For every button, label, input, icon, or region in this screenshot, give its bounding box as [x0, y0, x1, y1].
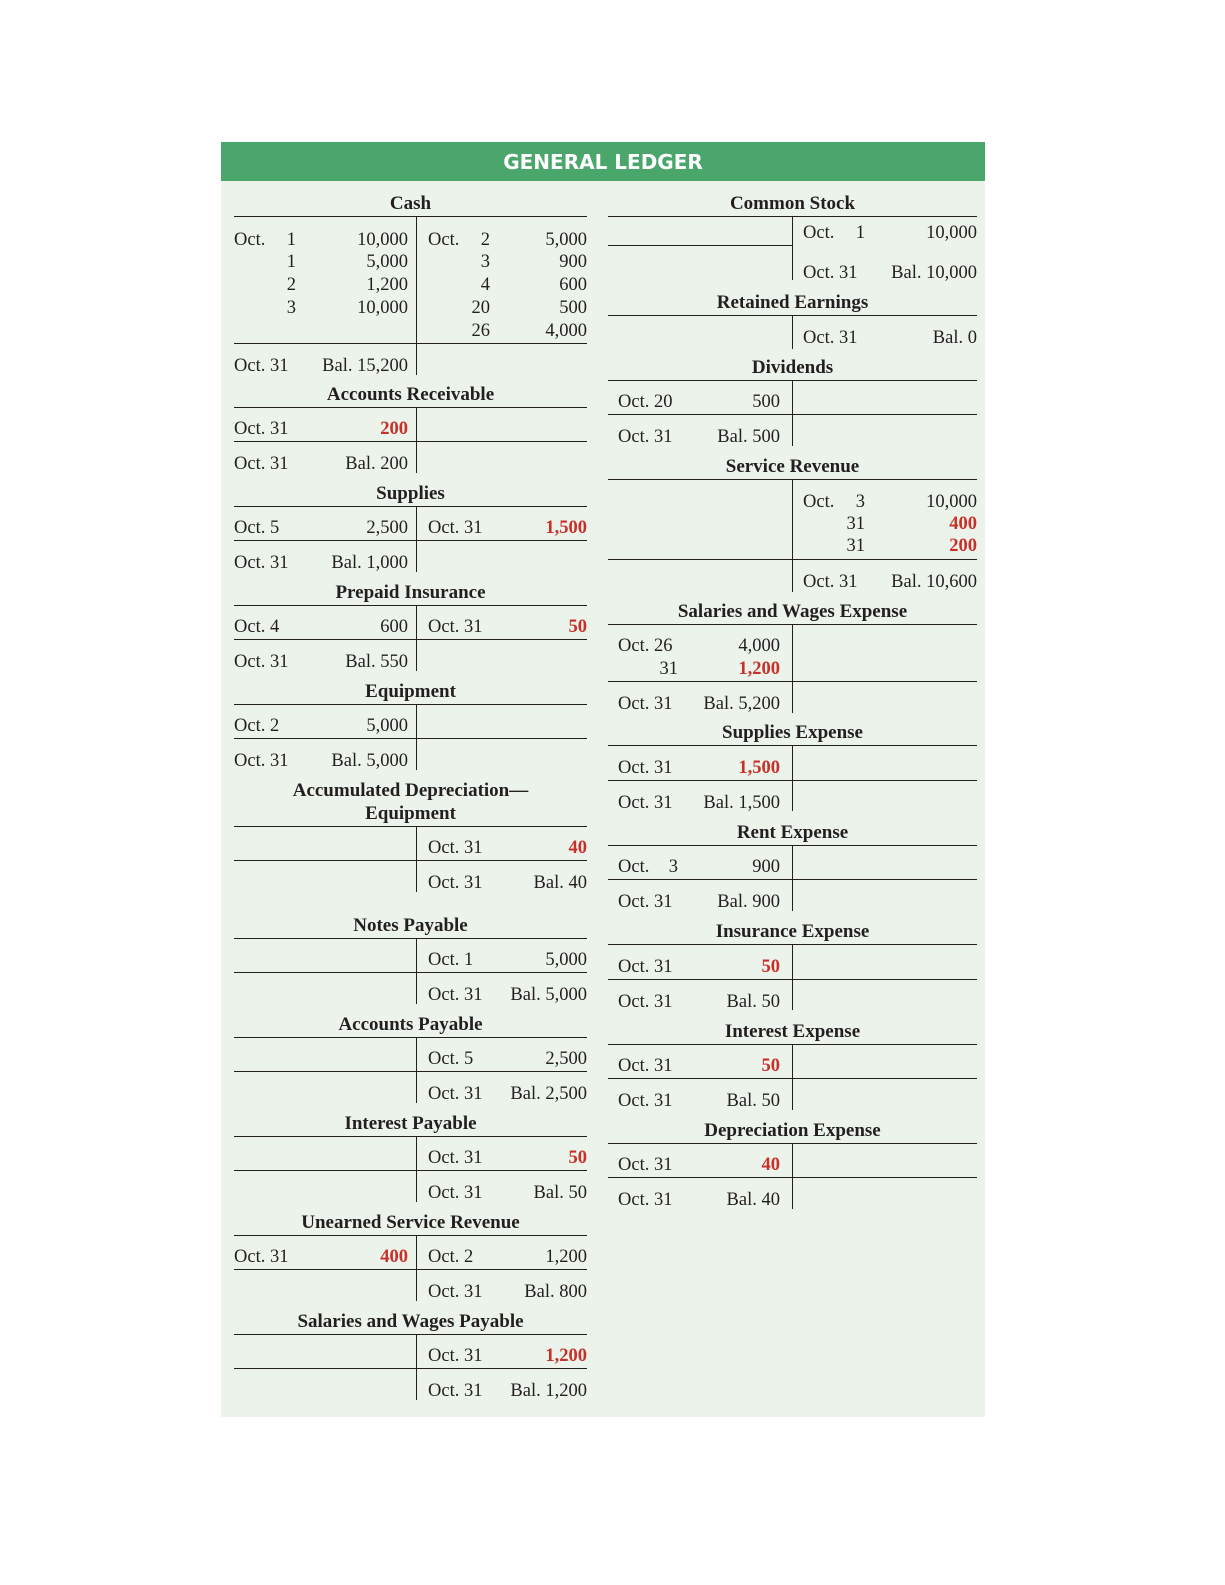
balance-date: Oct. 31: [803, 328, 858, 348]
balance-date: Oct. 31: [618, 427, 673, 447]
t-account-total-rule: [608, 979, 977, 980]
debit-date: Oct. 5: [234, 518, 280, 538]
t-account-total-rule: [234, 540, 587, 541]
balance-amount: Bal. 800: [524, 1282, 587, 1302]
debit-date: Oct. 31: [618, 957, 673, 977]
debit-date: Oct.: [234, 230, 266, 250]
debit-date: 3: [286, 298, 296, 318]
balance-amount: Bal. 2,500: [510, 1084, 587, 1104]
t-account-top-rule: [234, 1136, 587, 1137]
account-title: Retained Earnings: [716, 292, 869, 313]
credit-date: Oct.: [428, 230, 460, 250]
t-account-total-rule: [234, 738, 587, 739]
credit-date: Oct. 31: [428, 1346, 483, 1366]
t-account-divider: [792, 216, 793, 280]
credit-amount: 1,200: [545, 1346, 587, 1366]
credit-amount: 10,000: [926, 492, 977, 512]
t-account-top-rule: [234, 605, 587, 606]
t-account-divider: [792, 380, 793, 446]
credit-amount: 400: [949, 514, 977, 534]
t-account-total-rule: [608, 1078, 977, 1079]
t-account-divider: [416, 1136, 417, 1202]
balance-date: Oct. 31: [803, 572, 858, 592]
credit-date: Oct. 31: [428, 1148, 483, 1168]
t-account-total-rule: [608, 414, 977, 415]
t-account-top-rule: [234, 216, 587, 217]
balance-amount: Bal. 50: [726, 992, 780, 1012]
t-account-divider: [792, 315, 793, 349]
debit-date: Oct. 31: [618, 1155, 673, 1175]
debit-amount: 400: [380, 1247, 408, 1267]
account-title-line-1: Accumulated Depreciation—: [292, 780, 529, 801]
t-account-total-rule: [234, 1071, 587, 1072]
debit-date: Oct. 20: [618, 392, 673, 412]
balance-date: Oct. 31: [428, 873, 483, 893]
t-account-total-rule: [608, 879, 977, 880]
t-account-total-rule: [234, 1170, 587, 1171]
debit-amount: 40: [761, 1155, 780, 1175]
balance-date: Oct. 31: [618, 793, 673, 813]
credit-amount: 5,000: [545, 230, 587, 250]
credit-date: Oct. 5: [428, 1049, 474, 1069]
credit-date: Oct.: [803, 492, 835, 512]
debit-date: Oct. 26: [618, 636, 673, 656]
account-title: Cash: [389, 193, 432, 214]
balance-amount: Bal. 15,200: [322, 356, 408, 376]
balance-amount: Bal. 5,200: [703, 694, 780, 714]
balance-date: Oct. 31: [618, 1190, 673, 1210]
account-title: Interest Expense: [724, 1021, 861, 1042]
credit-date: 1: [855, 223, 865, 243]
credit-date: Oct. 31: [428, 518, 483, 538]
t-account-total-rule: [234, 639, 587, 640]
balance-date: Oct. 31: [234, 356, 289, 376]
balance-amount: Bal. 200: [345, 454, 408, 474]
balance-date: Oct. 31: [428, 1381, 483, 1401]
balance-date: Oct. 31: [428, 1183, 483, 1203]
credit-date: 3: [480, 252, 490, 272]
account-title: Prepaid Insurance: [335, 582, 486, 603]
debit-date: 1: [286, 230, 296, 250]
credit-date: 20: [471, 298, 490, 318]
debit-amount: 500: [752, 392, 780, 412]
debit-amount: 5,000: [366, 716, 408, 736]
t-account-divider: [416, 407, 417, 473]
debit-date: 3: [668, 857, 678, 877]
t-account-divider: [792, 845, 793, 911]
debit-amount: 200: [380, 419, 408, 439]
credit-amount: 50: [568, 617, 587, 637]
account-title: Service Revenue: [725, 456, 860, 477]
account-title: Depreciation Expense: [704, 1120, 881, 1141]
balance-amount: Bal. 1,000: [331, 553, 408, 573]
credit-date: Oct.: [803, 223, 835, 243]
t-account-top-rule: [234, 1037, 587, 1038]
credit-date: Oct. 2: [428, 1247, 474, 1267]
debit-amount: 4,000: [738, 636, 780, 656]
balance-amount: Bal. 10,000: [891, 263, 977, 283]
account-title: Supplies: [376, 483, 445, 504]
debit-amount: 900: [752, 857, 780, 877]
t-account-total-rule: [234, 343, 587, 344]
debit-date: Oct. 4: [234, 617, 280, 637]
debit-date: Oct. 31: [234, 419, 289, 439]
t-account-total-rule: [608, 681, 977, 682]
credit-date: 2: [480, 230, 490, 250]
debit-date: Oct. 31: [618, 1056, 673, 1076]
debit-date: 2: [286, 275, 296, 295]
account-title: Accounts Payable: [338, 1014, 483, 1035]
balance-amount: Bal. 10,600: [891, 572, 977, 592]
balance-date: Oct. 31: [234, 652, 289, 672]
general-ledger-banner: GENERAL LEDGER: [221, 142, 985, 181]
debit-date: Oct. 31: [234, 1247, 289, 1267]
t-account-divider: [416, 1235, 417, 1301]
t-account-total-rule: [234, 1269, 587, 1270]
t-account-divider: [416, 938, 417, 1004]
debit-amount: 1,500: [738, 758, 780, 778]
credit-amount: 500: [559, 298, 587, 318]
balance-date: Oct. 31: [234, 454, 289, 474]
debit-amount: 10,000: [357, 230, 408, 250]
t-account-total-rule: [608, 1177, 977, 1178]
t-account-total-rule: [234, 441, 587, 442]
debit-amount: 2,500: [366, 518, 408, 538]
debit-date: Oct.: [618, 857, 650, 877]
t-account-total-rule: [234, 860, 587, 861]
credit-amount: 40: [568, 838, 587, 858]
balance-amount: Bal. 1,200: [510, 1381, 587, 1401]
debit-amount: 50: [761, 957, 780, 977]
account-title: Equipment: [365, 681, 456, 702]
credit-amount: 1,200: [545, 1247, 587, 1267]
debit-amount: 50: [761, 1056, 780, 1076]
t-account-divider: [416, 605, 417, 671]
balance-amount: Bal. 40: [533, 873, 587, 893]
credit-date: 3: [855, 492, 865, 512]
balance-amount: Bal. 900: [717, 892, 780, 912]
balance-amount: Bal. 40: [726, 1190, 780, 1210]
balance-amount: Bal. 5,000: [510, 985, 587, 1005]
debit-amount: 600: [380, 617, 408, 637]
credit-amount: 4,000: [545, 321, 587, 341]
balance-date: Oct. 31: [618, 694, 673, 714]
balance-date: Oct. 31: [428, 1084, 483, 1104]
account-title: Salaries and Wages Payable: [297, 1311, 524, 1332]
t-account-divider: [416, 1334, 417, 1400]
balance-amount: Bal. 50: [533, 1183, 587, 1203]
credit-amount: 1,500: [545, 518, 587, 538]
credit-amount: 5,000: [545, 950, 587, 970]
debit-date: 1: [286, 252, 296, 272]
credit-date: 26: [471, 321, 490, 341]
balance-date: Oct. 31: [428, 985, 483, 1005]
t-account-top-rule: [234, 704, 587, 705]
credit-date: 4: [480, 275, 490, 295]
debit-amount: 10,000: [357, 298, 408, 318]
t-account-top-rule: [234, 1235, 587, 1236]
t-account-divider: [416, 704, 417, 770]
debit-date: Oct. 2: [234, 716, 280, 736]
credit-date: Oct. 31: [428, 838, 483, 858]
account-title-line-2: Equipment: [365, 803, 456, 824]
balance-amount: Bal. 50: [726, 1091, 780, 1111]
balance-date: Oct. 31: [234, 553, 289, 573]
t-account-total-rule: [608, 559, 977, 560]
credit-amount: 2,500: [545, 1049, 587, 1069]
debit-amount: 5,000: [366, 252, 408, 272]
account-title: Salaries and Wages Expense: [677, 601, 908, 622]
account-title: Common Stock: [729, 193, 856, 214]
t-account-divider: [416, 1037, 417, 1103]
balance-amount: Bal. 550: [345, 652, 408, 672]
t-account-top-rule: [234, 407, 587, 408]
account-title: Notes Payable: [353, 915, 468, 936]
debit-date: Oct. 31: [618, 758, 673, 778]
credit-amount: 900: [559, 252, 587, 272]
account-title: Accounts Receivable: [326, 384, 495, 405]
account-title: Supplies Expense: [722, 722, 863, 743]
balance-date: Oct. 31: [803, 263, 858, 283]
account-title: Rent Expense: [736, 822, 849, 843]
debit-amount: 1,200: [738, 659, 780, 679]
t-account-divider: [792, 1044, 793, 1110]
credit-date: Oct. 31: [428, 617, 483, 637]
t-account-total-rule: [608, 780, 977, 781]
balance-amount: Bal. 1,500: [703, 793, 780, 813]
t-account-top-rule: [234, 938, 587, 939]
t-account-divider: [416, 826, 417, 892]
balance-date: Oct. 31: [234, 751, 289, 771]
t-account-divider: [792, 624, 793, 713]
credit-date: Oct. 1: [428, 950, 474, 970]
balance-date: Oct. 31: [618, 992, 673, 1012]
t-account-total-rule: [234, 1368, 587, 1369]
account-title: Unearned Service Revenue: [301, 1212, 520, 1233]
t-account-divider: [416, 506, 417, 572]
credit-amount: 600: [559, 275, 587, 295]
t-account-top-rule: [234, 826, 587, 827]
balance-amount: Bal. 5,000: [331, 751, 408, 771]
account-title: Dividends: [751, 357, 834, 378]
t-account-total-rule: [608, 245, 792, 246]
balance-amount: Bal. 0: [932, 328, 977, 348]
balance-date: Oct. 31: [618, 1091, 673, 1111]
debit-date: 31: [659, 659, 678, 679]
debit-amount: 1,200: [366, 275, 408, 295]
balance-date: Oct. 31: [618, 892, 673, 912]
account-title: Interest Payable: [344, 1113, 477, 1134]
credit-amount: 50: [568, 1148, 587, 1168]
t-account-top-rule: [234, 1334, 587, 1335]
t-account-divider: [792, 479, 793, 592]
credit-date: 31: [846, 536, 865, 556]
credit-amount: 200: [949, 536, 977, 556]
balance-amount: Bal. 500: [717, 427, 780, 447]
t-account-divider: [792, 944, 793, 1010]
t-account-divider: [416, 216, 417, 375]
t-account-top-rule: [234, 506, 587, 507]
account-title: Insurance Expense: [715, 921, 870, 942]
credit-date: 31: [846, 514, 865, 534]
credit-amount: 10,000: [926, 223, 977, 243]
t-account-total-rule: [234, 972, 587, 973]
t-account-divider: [792, 745, 793, 811]
balance-date: Oct. 31: [428, 1282, 483, 1302]
t-account-divider: [792, 1143, 793, 1209]
